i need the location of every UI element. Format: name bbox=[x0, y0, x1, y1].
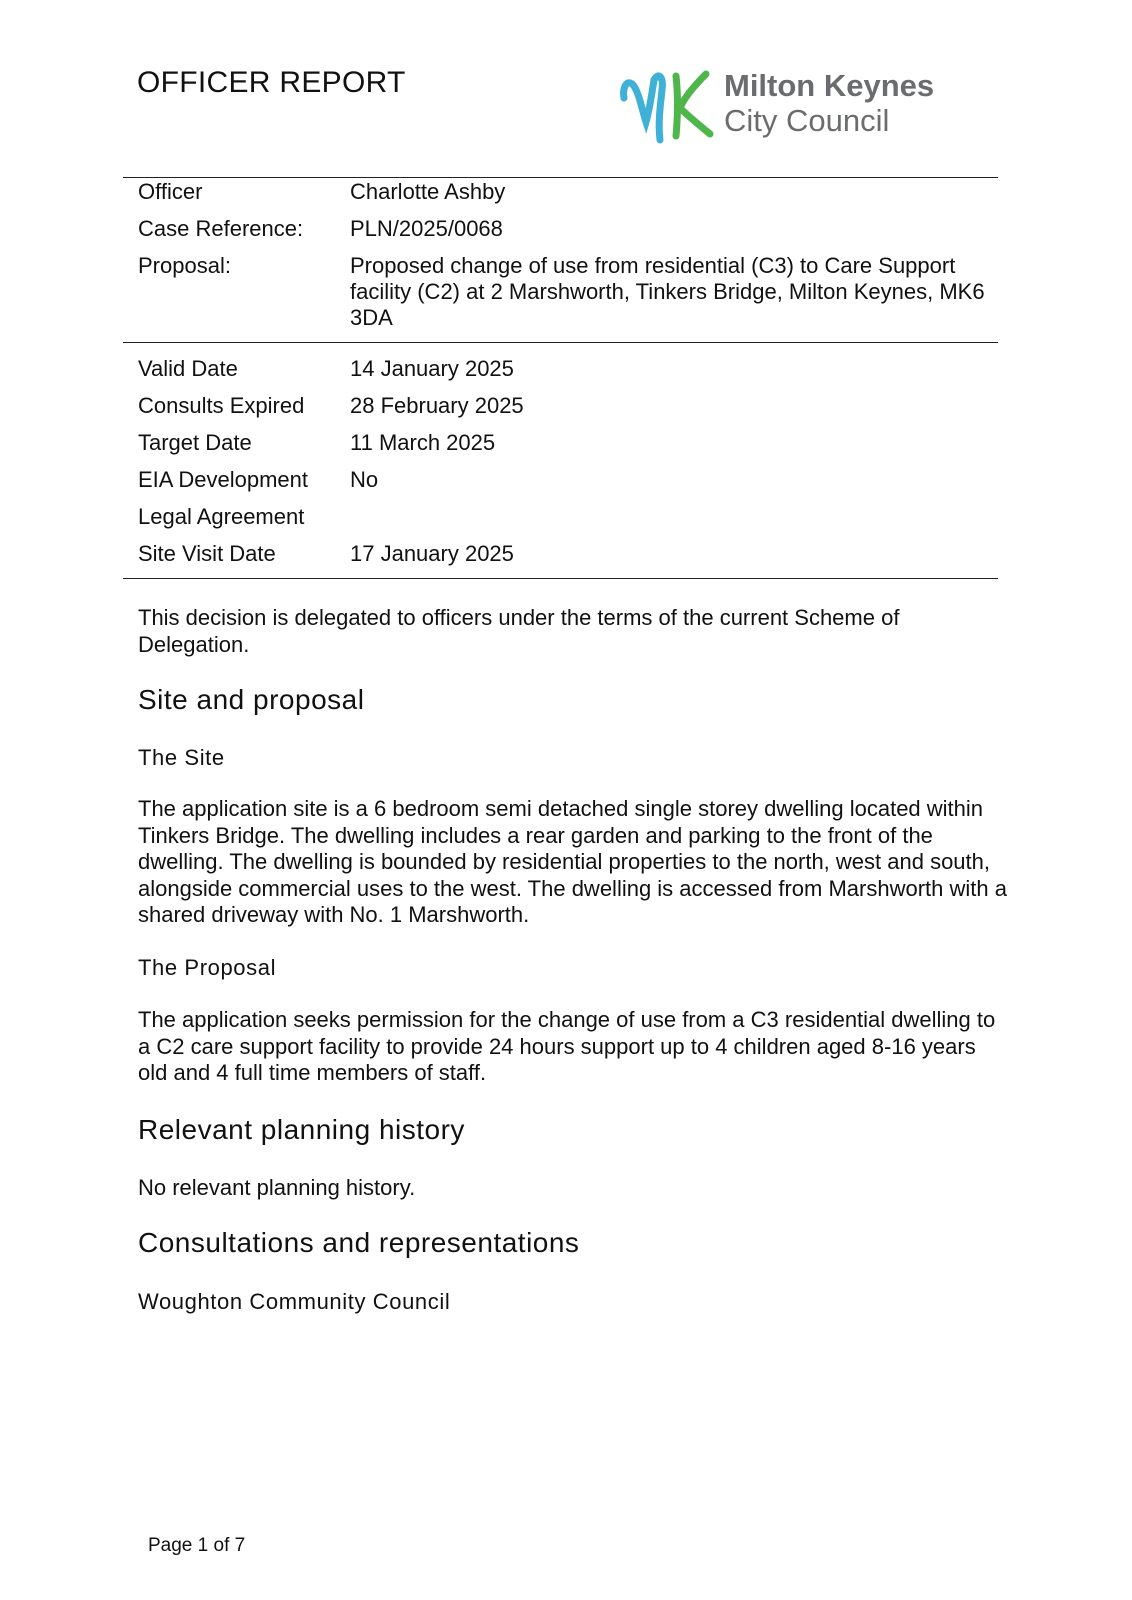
date-label: Target Date bbox=[138, 430, 252, 455]
date-label: Legal Agreement bbox=[138, 504, 305, 529]
date-value: 14 January 2025 bbox=[350, 356, 514, 381]
section-heading-planning-history: Relevant planning history bbox=[138, 1114, 465, 1145]
site-description: The application site is a 6 bedroom semi detached single storey dwelling located within Tinkers Bridge. The dwelling includes a rear garden and parking to the front of the dwelling. The dwelling is bounded by residential properties to the north, west and south, alongside commercial uses to the west. The dwelling is accessed from Marshworth with a shared driveway with No. 1 Marshworth. bbox=[138, 796, 1007, 927]
council-logo bbox=[618, 64, 998, 148]
divider-top bbox=[123, 177, 998, 178]
page-number: Page 1 of 7 bbox=[148, 1535, 246, 1556]
proposal-description: The application seeks permission for the change of use from a C3 residential dwelling to a C2 care support facility to provide 24 hours support up to 4 children aged 8-16 years old and 4 full time members of staff. bbox=[138, 1007, 996, 1085]
date-label: Valid Date bbox=[138, 356, 238, 381]
report-title: OFFICER REPORT bbox=[137, 66, 406, 99]
detail-value: Proposed change of use from residential (C3) to Care Support facility (C2) at 2 Marshworth, Tinkers Bridge, Milton Keynes, MK6 3DA bbox=[350, 253, 985, 330]
subheading-woughton-community-council: Woughton Community Council bbox=[138, 1289, 451, 1314]
mk-logo-icon bbox=[618, 64, 718, 148]
subheading-the-site: The Site bbox=[138, 745, 225, 770]
logo-text-primary: Milton Keynes bbox=[724, 68, 935, 103]
planning-history-text: No relevant planning history. bbox=[138, 1175, 416, 1200]
subheading-the-proposal: The Proposal bbox=[138, 955, 277, 980]
date-value: No bbox=[350, 467, 379, 492]
date-value: 28 February 2025 bbox=[350, 393, 524, 418]
section-heading-consultations: Consultations and representations bbox=[138, 1227, 580, 1258]
detail-value: PLN/2025/0068 bbox=[350, 216, 503, 241]
section-heading-site-and-proposal: Site and proposal bbox=[138, 684, 365, 715]
date-value: 11 March 2025 bbox=[350, 430, 496, 455]
logo-text-secondary: City Council bbox=[724, 103, 890, 138]
detail-value: Charlotte Ashby bbox=[350, 179, 506, 204]
date-label: Site Visit Date bbox=[138, 541, 276, 566]
delegation-statement: This decision is delegated to officers under the terms of the current Scheme of Delegation. bbox=[138, 605, 900, 657]
date-label: EIA Development bbox=[138, 467, 308, 492]
date-value: 17 January 2025 bbox=[350, 541, 514, 566]
detail-label: Officer bbox=[138, 179, 203, 204]
detail-label: Case Reference: bbox=[138, 216, 304, 241]
divider-bottom bbox=[123, 578, 998, 579]
date-label: Consults Expired bbox=[138, 393, 305, 418]
detail-label: Proposal: bbox=[138, 253, 231, 278]
divider-middle bbox=[123, 342, 998, 343]
